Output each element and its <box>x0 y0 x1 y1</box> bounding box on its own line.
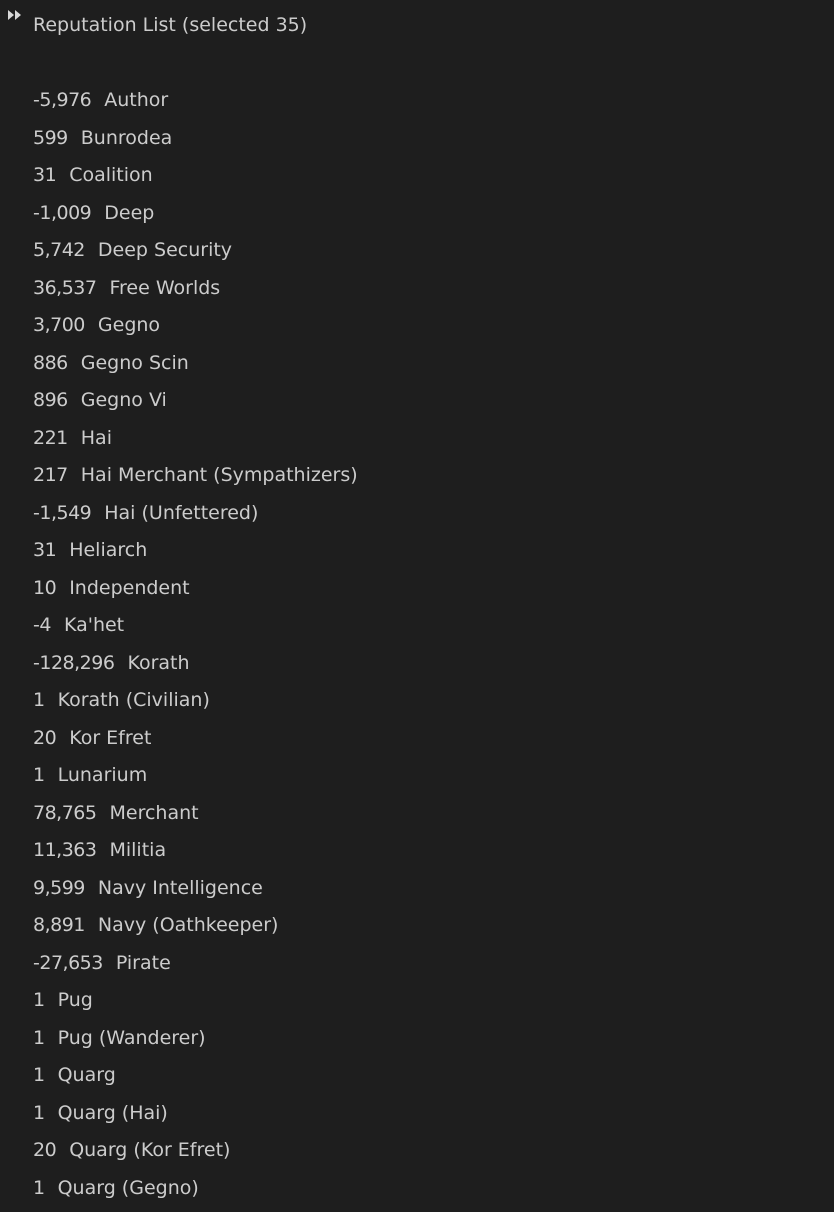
reputation-value: -1,549 <box>33 500 91 526</box>
reputation-value: 8,891 <box>33 912 85 938</box>
faction-name: Ka'het <box>64 612 124 638</box>
reputation-value: 1 <box>33 1025 45 1051</box>
list-item[interactable] <box>33 987 813 1025</box>
faction-name: Pug <box>58 987 93 1013</box>
list-item[interactable] <box>33 1137 813 1175</box>
list-item[interactable] <box>33 237 813 275</box>
faction-name: Quarg (Kor Efret) <box>69 1137 230 1163</box>
list-item[interactable] <box>33 950 813 988</box>
faction-name: Kor Efret <box>69 725 151 751</box>
reputation-value: 1 <box>33 687 45 713</box>
faction-name: Author <box>104 87 168 113</box>
faction-name: Militia <box>109 837 166 863</box>
list-item[interactable] <box>33 687 813 725</box>
faction-name: Navy Intelligence <box>98 875 263 901</box>
reputation-value: 36,537 <box>33 275 96 301</box>
list-item[interactable] <box>33 87 813 125</box>
faction-name: Coalition <box>69 162 153 188</box>
reputation-value: 31 <box>33 162 56 188</box>
faction-name: Hai <box>81 425 112 451</box>
reputation-value: -1,009 <box>33 200 91 226</box>
reputation-value: 1 <box>33 987 45 1013</box>
panel-header[interactable] <box>0 0 834 50</box>
list-item[interactable] <box>33 575 813 613</box>
reputation-value: -128,296 <box>33 650 114 676</box>
list-item[interactable] <box>33 1100 813 1138</box>
reputation-value: 599 <box>33 125 68 151</box>
faction-name: Korath (Civilian) <box>58 687 210 713</box>
reputation-value: -27,653 <box>33 950 103 976</box>
faction-name: Navy (Oathkeeper) <box>98 912 279 938</box>
list-item[interactable] <box>33 762 813 800</box>
faction-name: Pug (Wanderer) <box>58 1025 206 1051</box>
reputation-value: 896 <box>33 387 68 413</box>
reputation-list <box>33 87 813 1212</box>
list-item[interactable] <box>33 912 813 950</box>
reputation-value: 1 <box>33 762 45 788</box>
list-item[interactable] <box>33 1025 813 1063</box>
faction-name: Hai (Unfettered) <box>104 500 258 526</box>
reputation-value: 31 <box>33 537 56 563</box>
faction-name: Hai Merchant (Sympathizers) <box>81 462 358 488</box>
reputation-value: 20 <box>33 1137 56 1163</box>
reputation-value: 78,765 <box>33 800 96 826</box>
reputation-value: 1 <box>33 1062 45 1088</box>
faction-name: Deep Security <box>98 237 232 263</box>
double-chevron-right-icon[interactable] <box>7 9 23 21</box>
reputation-value: 3,700 <box>33 312 85 338</box>
list-item[interactable] <box>33 1175 813 1212</box>
faction-name: Gegno <box>98 312 160 338</box>
faction-name: Independent <box>69 575 189 601</box>
faction-name: Korath <box>127 650 189 676</box>
faction-name: Quarg (Gegno) <box>58 1175 199 1201</box>
faction-name: Quarg (Hai) <box>58 1100 168 1126</box>
faction-name: Heliarch <box>69 537 147 563</box>
reputation-value: 1 <box>33 1175 45 1201</box>
list-item[interactable] <box>33 350 813 388</box>
faction-name: Gegno Vi <box>81 387 167 413</box>
faction-name: Pirate <box>116 950 171 976</box>
reputation-value: -5,976 <box>33 87 91 113</box>
panel-title: Reputation List (selected 35) <box>33 12 307 38</box>
list-item[interactable] <box>33 500 813 538</box>
list-item[interactable] <box>33 425 813 463</box>
reputation-value: 221 <box>33 425 68 451</box>
list-item[interactable] <box>33 537 813 575</box>
list-item[interactable] <box>33 312 813 350</box>
faction-name: Gegno Scin <box>81 350 189 376</box>
list-item[interactable] <box>33 162 813 200</box>
faction-name: Merchant <box>109 800 198 826</box>
list-item[interactable] <box>33 725 813 763</box>
reputation-value: 11,363 <box>33 837 96 863</box>
faction-name: Free Worlds <box>109 275 220 301</box>
list-item[interactable] <box>33 1062 813 1100</box>
list-item[interactable] <box>33 387 813 425</box>
reputation-value: 5,742 <box>33 237 85 263</box>
faction-name: Lunarium <box>58 762 148 788</box>
list-item[interactable] <box>33 650 813 688</box>
reputation-value: 1 <box>33 1100 45 1126</box>
list-item[interactable] <box>33 275 813 313</box>
reputation-value: -4 <box>33 612 51 638</box>
reputation-value: 217 <box>33 462 68 488</box>
list-item[interactable] <box>33 125 813 163</box>
reputation-value: 886 <box>33 350 68 376</box>
list-item[interactable] <box>33 200 813 238</box>
list-item[interactable] <box>33 462 813 500</box>
list-item[interactable] <box>33 875 813 913</box>
list-item[interactable] <box>33 800 813 838</box>
list-item[interactable] <box>33 612 813 650</box>
faction-name: Bunrodea <box>81 125 173 151</box>
reputation-value: 9,599 <box>33 875 85 901</box>
faction-name: Quarg <box>58 1062 116 1088</box>
reputation-value: 20 <box>33 725 56 751</box>
faction-name: Deep <box>104 200 154 226</box>
reputation-value: 10 <box>33 575 56 601</box>
list-item[interactable] <box>33 837 813 875</box>
